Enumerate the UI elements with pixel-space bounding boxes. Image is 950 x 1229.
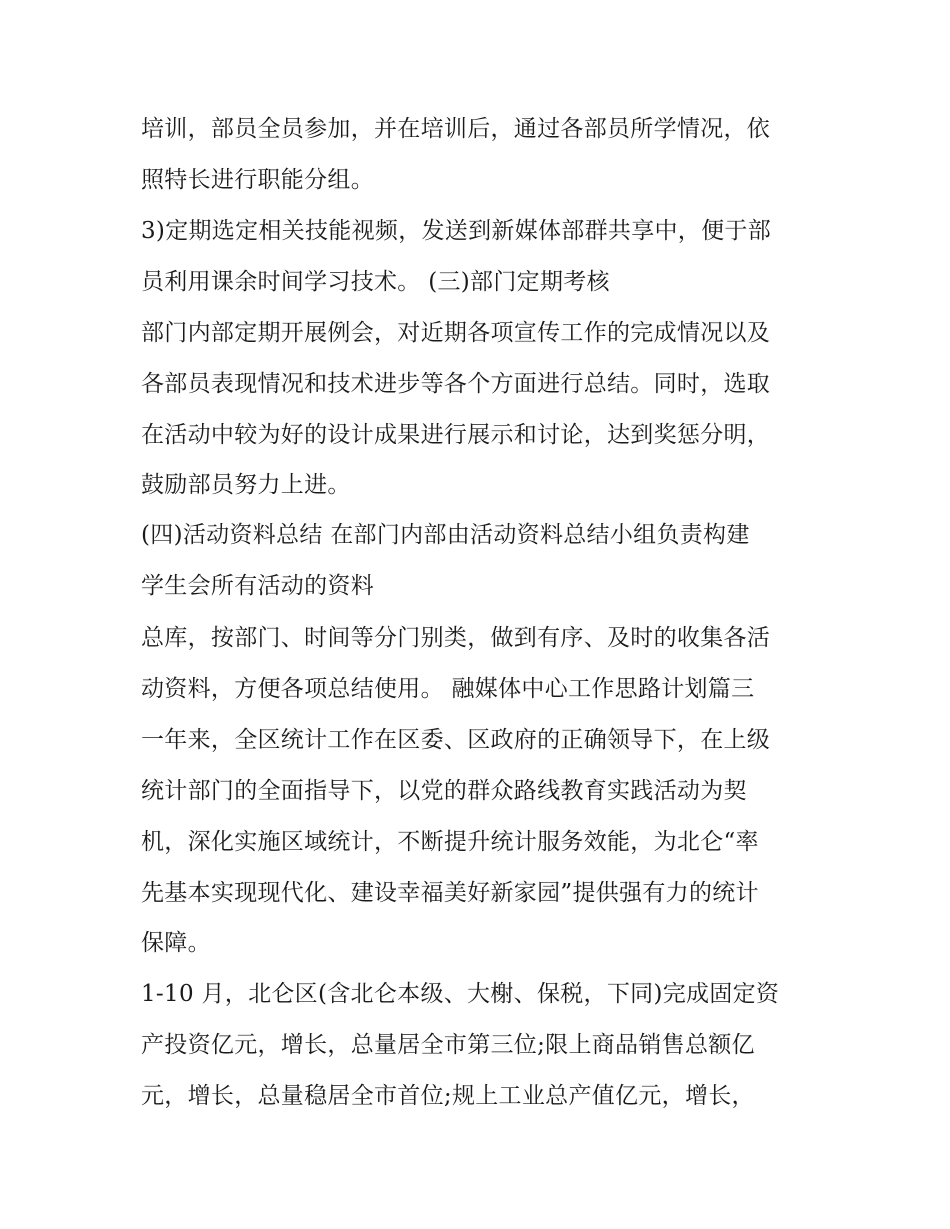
- text-line: 一年来，全区统计工作在区委、区政府的正确领导下，在上级: [141, 727, 771, 753]
- text-line: 照特长进行职能分组。: [141, 167, 374, 193]
- text-line: 各部员表现情况和技术进步等各个方面进行总结。同时，选取: [141, 371, 771, 397]
- text-line: 元，增长，总量稳居全市首位;规上工业总产值亿元，增长，: [141, 1083, 755, 1109]
- text-line: 产投资亿元，增长，总量居全市第三位;限上商品销售总额亿: [141, 1032, 755, 1058]
- text-line: 3)定期选定相关技能视频，发送到新媒体部群共享中，便于部: [141, 218, 772, 244]
- text-line: 培训，部员全员参加，并在培训后，通过各部员所学情况，依: [141, 116, 771, 142]
- text-line: 机，深化实施区域统计，不断提升统计服务效能，为北仑“率: [141, 829, 759, 855]
- text-line: 总库，按部门、时间等分门别类，做到有序、及时的收集各活: [141, 625, 771, 651]
- text-line: 在活动中较为好的设计成果进行展示和讨论，达到奖惩分明，: [141, 422, 771, 448]
- text-line: 部门内部定期开展例会，对近期各项宣传工作的完成情况以及: [141, 320, 771, 346]
- text-line: 学生会所有活动的资料: [141, 573, 374, 599]
- text-line: 鼓励部员努力上进。: [141, 472, 351, 498]
- text-line: 保障。: [141, 930, 211, 956]
- text-line: 先基本实现现代化、建设幸福美好新家园”提供强有力的统计: [141, 880, 759, 906]
- text-line: (四)活动资料总结 在部门内部由活动资料总结小组负责构建: [141, 522, 750, 548]
- text-line: 1-10 月，北仑区(含北仑本级、大榭、保税，下同)完成固定资: [141, 981, 780, 1007]
- text-line: 动资料，方便各项总结使用。 融媒体中心工作思路计划篇三: [141, 676, 755, 702]
- text-line: 统计部门的全面指导下，以党的群众路线教育实践活动为契: [141, 778, 747, 804]
- text-line: 员利用课余时间学习技术。 (三)部门定期考核: [141, 269, 610, 295]
